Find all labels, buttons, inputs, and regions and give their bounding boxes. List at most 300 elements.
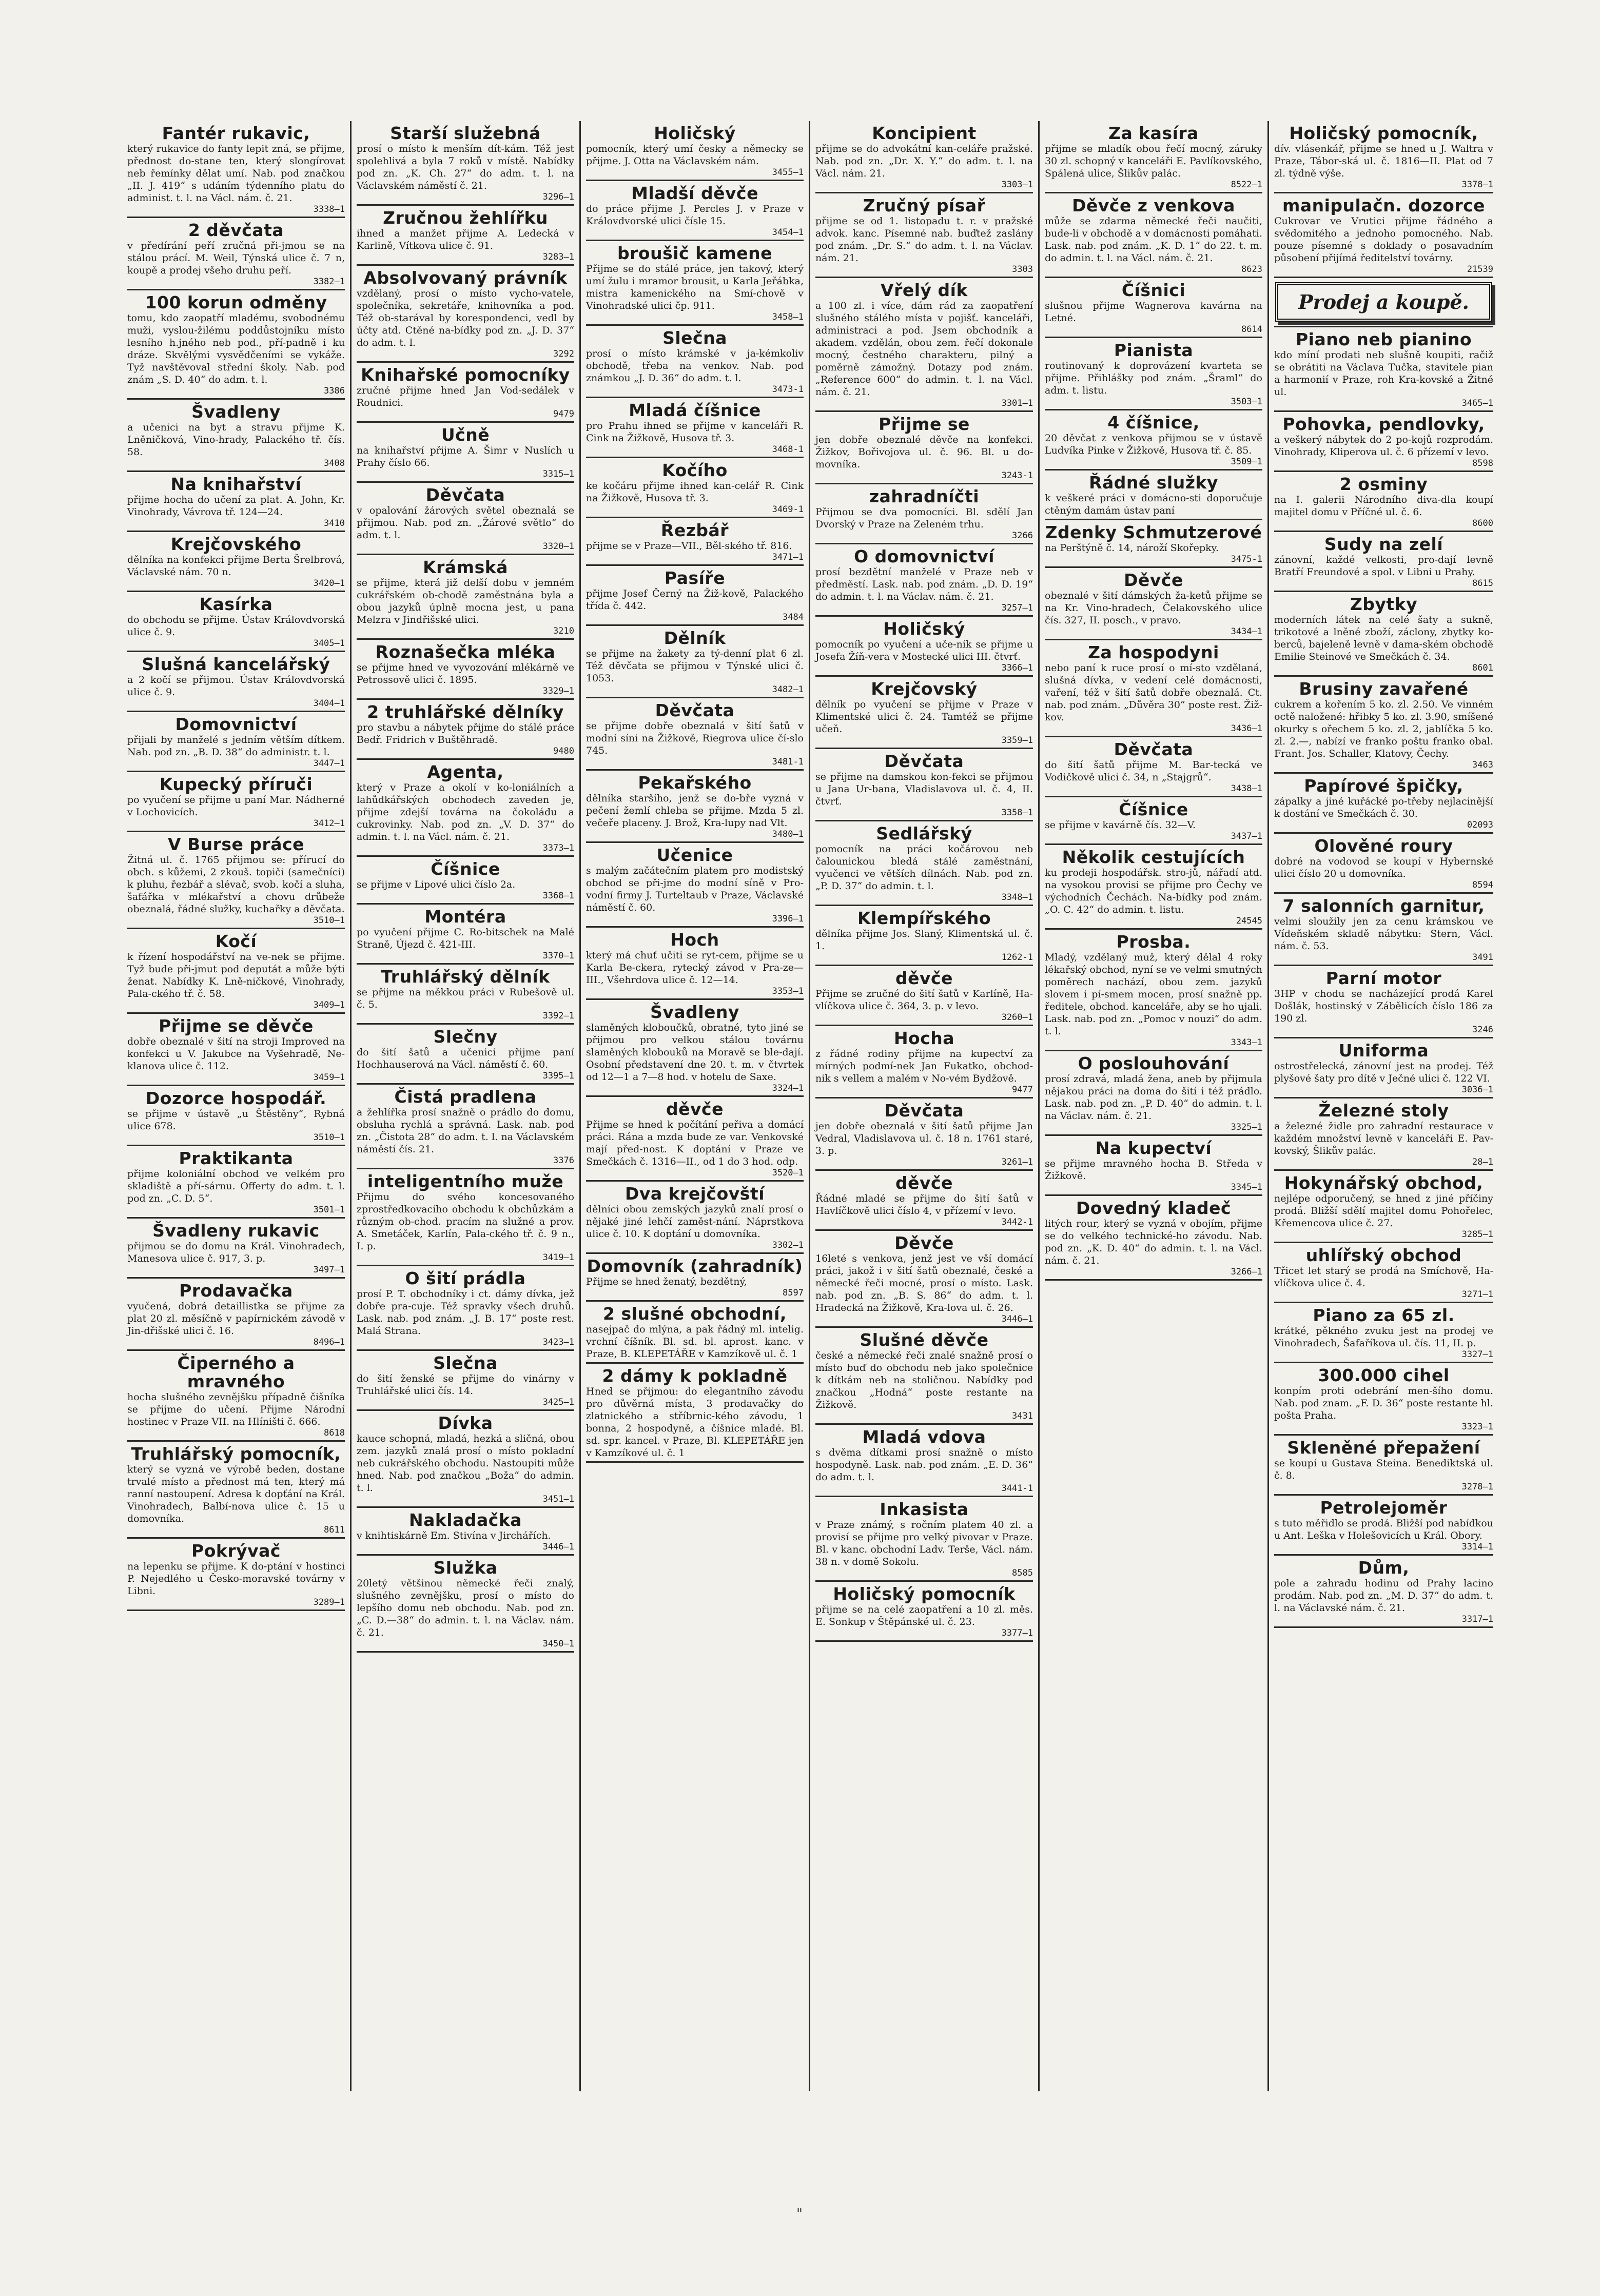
ad-body: kauce schopná, mladá, hezká a sličná, obou zem. jazyků znalá prosí o místo pokladní neb cukrářského obchodu. Nastoupiti může hned. Nab. pod značkou „Boža“ do admin. t. l. — [357, 1433, 574, 1494]
ad-body: který má chuť učiti se ryt-cem, přijme se u Karla Be-ckera, rytecký závod v Pra-ze—III., Všehrdova ulice č. 12—14. — [586, 950, 804, 986]
ad-title: Švadleny rukavic — [152, 1221, 320, 1241]
ad-body: do šití ženské se přijme do vinárny v Truhlářské ulici čís. 14. — [357, 1373, 574, 1397]
ad-title: Hocha — [893, 1028, 955, 1048]
ad-code: 3510—1 — [313, 1132, 345, 1143]
ad-title: Slečna — [662, 328, 727, 348]
ad-title: Holičský pomocník — [833, 1584, 1016, 1604]
ad-body: nasejpač do mlýna, a pak řádný ml. intelig. vrchní číšník. Bl. sd. bl. aprost. kanc. v Praze, B. KLEPETÁŘE v Kamzíkově ul. č. 1 — [586, 1324, 804, 1360]
ad-body: slušnou přijme Wagnerova kavárna na Letné. — [1045, 300, 1262, 324]
ad-title: Zručnou žehlířku — [383, 208, 548, 228]
ad-title: děvče — [666, 1099, 724, 1119]
ad-body: prosí zdravá, mladá žena, aneb by přijmula nějakou práci na doma do šití i též prádlo. Lask. nab. pod zn. „P. D. 40“ do admin. t. l. na Václav. nám. č. 21. — [1045, 1073, 1262, 1122]
ad-code: 3408 — [324, 458, 345, 468]
ad-code: 3423—1 — [542, 1337, 574, 1347]
classified-ad — [815, 1328, 1033, 1425]
ad-code: 3323—1 — [1461, 1422, 1493, 1432]
ad-code: 3480—1 — [772, 829, 804, 839]
classified-ad — [815, 1582, 1033, 1642]
ad-body: prosí o místo krámské v ja-kémkoliv obchodě, třeba na venkov. Nab. pod známkou „J. D. 36“ do adm. t. l. — [586, 348, 804, 384]
ad-body: ostrostřelecká, zánovní jest na prodej. Též plyšové šaty pro dítě v Ječné ulici č. 122 VI. — [1274, 1061, 1493, 1084]
ad-body: zručné přijme hned Jan Vod-sedálek v Roudnici. — [357, 385, 574, 408]
ad-body: do práce přijme J. Percles J. v Praze v Královdvorské ulici čísle 15. — [586, 203, 804, 227]
ad-body: ku prodeji hospodářsk. stro-jů, nářadí atd. na vysokou provisi se přijme pro Čechy ve východních Čechách. Na-bídky pod znám. „O. C. 42“ do admin. t. listu. — [1045, 867, 1262, 915]
ad-title: V Burse práce — [167, 834, 305, 854]
ad-code: 3438—1 — [1231, 783, 1262, 794]
ad-code: 3036—1 — [1461, 1085, 1493, 1095]
ad-body: který rukavice do fanty lepit zná, se přijme, přednost do-stane ten, který slongírovat neb řemínky dělat umí. Nab. pod značkou „II. J. 419“ s udáním týdenního platu do administ. t. l. na Václ. nám. č. 21. — [127, 143, 345, 204]
ad-title: Sudy na zelí — [1324, 534, 1443, 554]
classified-ad — [586, 626, 804, 698]
classified-ad — [586, 326, 804, 398]
ad-title: Sedlářský — [876, 823, 972, 843]
ad-body: dělníka přijme Jos. Slaný, Klimentská ul. č. 1. — [815, 928, 1033, 952]
ad-title: 7 salonních garnitur, — [1282, 896, 1485, 916]
ad-title: Krámská — [423, 557, 508, 577]
classified-ad — [127, 290, 345, 400]
classified-ad — [1274, 193, 1493, 278]
ad-body: nebo paní k ruce prosí o mí-sto vzdělaná, slušná dívka, v vedení celé domácnosti, vaření, též v šití šatů dobře obeznalá. Ct. nab. pod znám. „Důvěra 30“ poste rest. Žiž-kov. — [1045, 662, 1262, 723]
ad-title: Piano neb pianino — [1295, 329, 1472, 349]
classified-ad — [815, 617, 1033, 677]
ad-code: 3338—1 — [313, 204, 345, 214]
classified-ad — [586, 1097, 804, 1182]
classified-ad — [1045, 1051, 1262, 1136]
column-2 — [352, 121, 581, 2091]
ad-title: Dívka — [438, 1413, 493, 1433]
classified-ad — [357, 121, 574, 206]
classified-ad — [357, 206, 574, 266]
ad-code: 3292 — [553, 349, 574, 359]
ad-code: 3382—1 — [313, 277, 345, 287]
ad-title: Děvčata — [884, 1101, 964, 1121]
ad-code: 8598 — [1472, 458, 1493, 468]
classified-ad — [1274, 121, 1493, 193]
ad-code: 3451—1 — [542, 1494, 574, 1504]
classified-ad — [1045, 930, 1262, 1051]
classified-ad — [127, 712, 345, 772]
ad-code: 3260—1 — [1001, 1012, 1033, 1023]
ad-body: pomocník po vyučení a uče-ník se přijme u Josefa Žíň-vera v Mostecké ulici III. čtvrť. — [815, 639, 1033, 662]
ad-body: moderních látek na celé šaty a sukně, trikotové a lněné zboží, záclony, zbytky ko-berců, bajeleně levně v dama-ském obchodě Emilie Steinové ve Smečkách č. 34. — [1274, 614, 1493, 662]
ad-code: 8614 — [1241, 324, 1262, 335]
ad-body: krátké, pěkného zvuku jest na prodej ve Vinohradech, Šafaříkova ul. čís. 11, II. p. — [1274, 1325, 1493, 1349]
classified-ad — [357, 423, 574, 483]
ad-body: přijme Josef Černý na Žiž-kově, Palackého třída č. 442. — [586, 588, 804, 612]
ad-code: 28—1 — [1472, 1157, 1493, 1167]
ad-code: 3329—1 — [542, 686, 574, 696]
ad-title: 4 číšnice, — [1107, 413, 1200, 433]
ad-title: Olověné roury — [1314, 836, 1453, 856]
ad-title: Klempířského — [857, 908, 991, 928]
ad-title: 2 děvčata — [188, 220, 284, 240]
ad-body: Přijmu do svého koncesovaného zprostředkovacího obchodu k obchůzkám a různým ob-chod. pracím na služné a prov. A. Smetáček, Karlín, Pala-ckého tř. č. 9 n., I. p. — [357, 1191, 574, 1252]
ad-body: přijme se mladík obou řečí mocný, záruky 30 zl. schopný v kanceláři E. Pavlíkovského, Spálená ulice, Šlikův palác. — [1045, 143, 1262, 179]
ad-body: Hned se přijmou: do elegantního závodu pro důvěrná místa, 3 prodavačky do zlatnického a stříbrnic-kého závodu, 1 bonna, 2 hospodyně, a číšnice mladé. Bl. sd. spr. kancel. v Praze, Bl. KLEPETÁŘE jen v Kamzíkové ul. č. 1 — [586, 1386, 804, 1459]
classified-ad — [357, 1169, 574, 1266]
classified-ad — [1274, 1303, 1493, 1363]
ad-title: Slušná kancelářský — [142, 654, 330, 674]
ad-body: kdo míní prodati neb slušně koupiti, račiž se obrátiti na Václava Tučka, stavitele pian a harmonií v Praze, roh Kra-kovské a Žitné ul. — [1274, 349, 1493, 398]
page-mark: " — [796, 2206, 803, 2222]
ad-code: 3446—1 — [1001, 1314, 1033, 1324]
ad-body: v předírání peří zručná při-jmou se na stálou prácí. M. Weil, Týnská ulice č. 7 n, koupě a prodej všeho druhu peří. — [127, 240, 345, 276]
classified-ad — [586, 698, 804, 771]
ad-body: s malým začátečním platem pro modistský obchod se při-jme do modní síně v Pro-vodní firmy J. Turteltaub v Praze, Václavské náměstí č. 60. — [586, 865, 804, 913]
ad-code: 3441-1 — [1001, 1483, 1033, 1494]
classified-ad — [586, 1302, 804, 1364]
ad-body: se přijme na měkkou práci v Rubešově ul. č. 5. — [357, 987, 574, 1010]
classified-ad — [127, 1146, 345, 1219]
classified-ad — [1045, 1136, 1262, 1196]
ad-body: a učenici na byt a stravu přijme K. Lněničková, Vino-hrady, Palackého tř. čís. 58. — [127, 422, 345, 458]
ad-code: 3419—1 — [542, 1252, 574, 1263]
classified-ad — [1274, 1171, 1493, 1243]
ad-code: 3358—1 — [1001, 808, 1033, 818]
ad-body: pole a zahradu hodinu od Prahy lacino prodám. Nab. pod zn. „M. D. 37“ do adm. t. l. na Václavské nám. č. 21. — [1274, 1578, 1493, 1614]
classified-ad — [357, 965, 574, 1025]
ad-title: Zdenky Schmutzerové — [1045, 522, 1262, 542]
ad-body: se přijme na žakety za tý-denní plat 6 zl. Též děvčata se přijmou v Týnské ulici č. 1053. — [586, 648, 804, 684]
classified-ad — [586, 566, 804, 626]
classified-ad — [127, 532, 345, 592]
ad-code: 3278—1 — [1461, 1482, 1493, 1492]
classified-ad — [815, 544, 1033, 617]
ad-body: na Perštýně č. 14, nároží Skořepky. — [1045, 542, 1219, 554]
ad-body: obeznalé v šití dámských ža-ketů přijme se na Kr. Vino-hradech, Čelakovského ulice čís. 327, II. posch., v pravo. — [1045, 590, 1262, 626]
classified-ad — [815, 1231, 1033, 1328]
ad-title: Fantér rukavic, — [162, 123, 310, 143]
ad-title: Za hospodyni — [1088, 642, 1219, 662]
classified-ad — [586, 928, 804, 1000]
classified-ad — [1045, 193, 1262, 278]
ad-code: 3315—1 — [542, 469, 574, 479]
ad-code: 3436—1 — [1231, 723, 1262, 734]
ad-code: 8615 — [1472, 578, 1493, 588]
ad-title: Pohovka, pendlovky, — [1282, 414, 1485, 434]
ad-code: 3327—1 — [1461, 1349, 1493, 1360]
classified-ad — [357, 1085, 574, 1169]
classified-ad — [127, 929, 345, 1014]
ad-title: Mladá číšnice — [629, 400, 761, 420]
ad-title: Zbytky — [1350, 594, 1418, 614]
ad-body: 20letý většinou německé řeči znalý, slušného zevnějšku, prosí o místo do lepšího domu neb obchodu. Nab. pod zn. „C. D.—38“ do admin. t. l. na Václav. nám. č. 21. — [357, 1578, 574, 1638]
ad-title: Švadleny — [650, 1002, 739, 1022]
classified-ad — [357, 1556, 574, 1653]
ad-code: 3471—1 — [772, 552, 804, 562]
ad-code: 3469-1 — [772, 504, 804, 515]
ad-title: Slečna — [433, 1353, 498, 1373]
ad-title: Kočího — [662, 460, 728, 480]
ad-title: Dovedný kladeč — [1076, 1198, 1232, 1218]
ad-body: 20 děvčat z venkova přijmou se v ústavě Ludvíka Pinke v Žižkově, Husova tř. č. 85. — [1045, 433, 1262, 456]
classified-ad — [127, 1351, 345, 1442]
classified-ad — [357, 1266, 574, 1351]
ad-title: Čistá pradlena — [394, 1087, 537, 1107]
ad-title: Dělník — [664, 628, 726, 648]
ad-body: se přijme dobře obeznalá v šití šatů v modní síni na Žižkově, Riegrova ulice čí-slo 745. — [586, 720, 804, 756]
ad-title: Učenice — [656, 845, 733, 865]
ad-code: 3509—1 — [1231, 457, 1262, 467]
ad-body: Žitná ul. č. 1765 přijmou se: přírucí do obch. s kůžemi, 2 zkouš. topiči (samečníci) k pluhu, řezbář a slévač, svob. kočí a sluha, šafářka v mlékařství a chovu drůbeže obeznalá, řádné služky, kuchařky a děvčata. — [127, 854, 345, 915]
classified-ad — [1274, 592, 1493, 677]
ad-code: 3366—1 — [1001, 663, 1033, 673]
ad-code: 3314—1 — [1461, 1542, 1493, 1552]
ad-title: 300.000 cihel — [1318, 1365, 1450, 1385]
classified-ad — [1045, 520, 1262, 568]
ad-body: ke kočáru přijme ihned kan-celář R. Cink na Žižkově, Husova tř. 3. — [586, 480, 804, 504]
ad-title: Mladá vdova — [862, 1427, 986, 1447]
ad-body: cukrem a kořením 5 ko. zl. 2.50. Ve vinném octě naložené: hřibky 5 ko. zl. 3.90, smíšené okurky s ořechem 5 ko. zl. 2, jablíčka 5 ko. zl. 2.—, nabízí ve franko poštu franko obal. Frant. Jos. Schaller, Klatovy, Čechy. — [1274, 699, 1493, 759]
ad-body: z řádné rodiny přijme na kupectví za mírných podmí-nek Jan Fukatko, obchod-nik s vellem a malém v No-vém Bydžově. — [815, 1048, 1033, 1084]
ad-code: 3378—1 — [1461, 180, 1493, 190]
ad-title: Roznašečka mléka — [375, 642, 556, 662]
classified-ad — [357, 266, 574, 363]
ad-body: velmi sloužily jen za cenu krámskou ve Vídeňském skladě nábytku: Stern, Václ. nám. č. 53. — [1274, 916, 1493, 952]
ad-body: dělníka staršího, jenž se do-bře vyzná v pečení žemlí chleba se přijme. Mzda 5 zl. večeře placeny. J. Brož, Kra-lupy nad Vlt. — [586, 793, 804, 829]
ad-code: 3465—1 — [1461, 398, 1493, 408]
ad-title: Praktikanta — [179, 1148, 294, 1168]
ad-code: 3431 — [1012, 1411, 1033, 1421]
classified-ad — [127, 121, 345, 218]
classified-ad — [815, 484, 1033, 544]
classified-ad — [1045, 338, 1262, 410]
ad-code: 3257—1 — [1001, 603, 1033, 613]
ad-title: Přijme se děvče — [159, 1016, 314, 1036]
ad-code: 3377—1 — [1001, 1628, 1033, 1638]
ad-code: 3475-1 — [1231, 554, 1262, 564]
ad-code: 21539 — [1467, 264, 1493, 274]
ad-title: Řádné služky — [1089, 473, 1218, 493]
ad-body: jen dobře obeznalá v šití šatů přijme Jan Vedral, Vladislavova ul. č. 18 n. 1761 staré, 3. p. — [815, 1121, 1033, 1156]
ad-code: 8585 — [1012, 1568, 1033, 1578]
ad-title: Koncipient — [872, 123, 977, 143]
ad-title: 2 dámy k pokladně — [602, 1366, 788, 1386]
ad-title: Přijme se — [879, 414, 970, 434]
ad-title: Slušné děvče — [860, 1330, 989, 1350]
ad-title: Vřelý dík — [881, 280, 968, 300]
ad-body: který se vyzná ve výrobě beden, dostane trvalé místo a přednost má ten, který má ranní nastoupení. Adresa k dopťání na Král. Vinohradech, Balbí-nova ulice č. 15 u domovníka. — [127, 1464, 345, 1524]
ad-code: 3246 — [1472, 1025, 1493, 1035]
ad-title: Krejčovského — [170, 534, 302, 554]
ad-title: Holičský — [654, 123, 736, 143]
ad-body: se přijme na damskou kon-fekci se přijmou u Jana Ur-bana, Vladislavova ul. č. 4, II. čtvrť. — [815, 771, 1033, 807]
classified-ad — [127, 1539, 345, 1611]
ad-body: Přijmou se dva pomocníci. Bl. sdělí Jan Dvorský v Praze na Zeleném trhu. — [815, 506, 1033, 530]
ad-code: 3368—1 — [542, 891, 574, 901]
ad-body: a 2 kočí se přijmou. Ústav Královdvorská ulice č. 9. — [127, 674, 345, 698]
ad-body: na I. galerii Národního diva-dla koupí majitel domu v Příčné ul. č. 6. — [1274, 494, 1493, 518]
ad-title: Hokynářský obchod, — [1284, 1173, 1484, 1193]
ad-code: 3320—1 — [542, 541, 574, 552]
classified-ad — [357, 905, 574, 965]
ad-body: dobře obeznalé v šití na stroji Improved na konfekci u V. Jakubce na Vyšehradě, Ne-klanova ulice č. 112. — [127, 1036, 345, 1072]
ad-body: dělník po vyučení se přijme v Praze v Klimentské ulici č. 24. Tamtéž se přijme učeň. — [815, 699, 1033, 735]
ad-body: v opalování žárových světel obeznalá se přijmou. Nab. pod zn. „Žárové světlo“ do adm. t. l. — [357, 505, 574, 541]
ad-body: a železné židle pro zahradní restaurace v každém množství levně v kanceláři E. Pav-kovský, Šlikův palác. — [1274, 1121, 1493, 1156]
ad-code: 3317—1 — [1461, 1614, 1493, 1624]
ad-title: Hoch — [670, 930, 719, 950]
ad-code: 8594 — [1472, 880, 1493, 890]
ad-body: do šití šatů přijme M. Bar-tecká ve Vodičkově ulici č. 34, n „Stajgrů“. — [1045, 759, 1262, 783]
ad-body: pro stavbu a nábytek přijme do stálé práce Bedř. Fridrich v Buštěhradě. — [357, 722, 574, 745]
ad-title: broušič kamene — [617, 243, 772, 263]
classified-ad — [815, 121, 1033, 193]
classified-ad — [1274, 1496, 1493, 1556]
ad-title: Několik cestujících — [1062, 847, 1245, 867]
ad-title: Učně — [441, 425, 490, 445]
ad-body: dív. vlásenkář, přijme se hned u J. Waltra v Praze, Tábor-ská ul. č. 1816—II. Plat od 7 zl. týdně výše. — [1274, 143, 1493, 179]
ad-body: se koupí u Gustava Steina. Benediktská ul. č. 8. — [1274, 1458, 1493, 1481]
ad-body: po vyučení se přijme u paní Mar. Nádherné v Lochovicích. — [127, 794, 345, 818]
classified-ad — [1045, 845, 1262, 930]
ad-body: Přijme se hned k počítání peřiva a domácí práci. Rána a mzda bude ze var. Venkovské mají před-nost. K doptání v Praze ve Smečkách č. 1316—II., od 1 do 3 hod. odp. — [586, 1119, 804, 1167]
ad-body: 3HP v chodu se nacházející prodá Karel Došlák, hostinský v Zábělicích číslo 186 za 190 zl. — [1274, 988, 1493, 1024]
ad-title: O poslouhování — [1078, 1053, 1230, 1073]
ad-code: 3459—1 — [313, 1072, 345, 1083]
ad-code: 8496—1 — [313, 1337, 345, 1347]
ad-code: 8611 — [324, 1525, 345, 1535]
ad-title: Prodavačka — [179, 1281, 293, 1301]
ad-code: 8600 — [1472, 518, 1493, 528]
classified-ad — [1045, 797, 1262, 845]
ad-code: 3410 — [324, 518, 345, 528]
ad-title: Švadleny — [191, 402, 281, 422]
ad-title: Truhlářský pomocník, — [131, 1444, 341, 1464]
ad-title: Knihařské pomocníky — [361, 365, 570, 385]
ad-code: 3463 — [1472, 760, 1493, 770]
classified-ad — [815, 193, 1033, 278]
ad-title: O šití prádla — [405, 1268, 526, 1288]
ad-code: 9480 — [553, 746, 574, 756]
ad-body: Přijme se hned ženatý, bezdětný, — [586, 1276, 747, 1287]
ad-title: Děvčata — [1114, 739, 1194, 759]
section-heading-box: Prodej a koupě. — [1275, 282, 1492, 322]
ad-body: zánovní, každé velkosti, pro-dají levně Bratří Freundové a spol. v Libni u Prahy. — [1274, 554, 1493, 578]
classified-ad — [127, 592, 345, 652]
classified-ad — [127, 1442, 345, 1539]
ad-body: Mladý, vzdělaný muž, který dělal 4 roky lékařský obchod, nyní se ve velmi smutných poměrech nachází, obou zem. jazyků slovem i pí-smem mocen, prosí snažně pp. ředitele, obchod. kanceláře, aby se ho ujali. Lask. nab. pod zn. „Pomoc v nouzi“ do adm. t. l. — [1045, 952, 1262, 1037]
classified-ad — [1274, 677, 1493, 774]
ad-title: Číšnici — [1121, 280, 1186, 300]
ad-body: do šití šatů a učenici přijme paní Hochhauserová na Václ. náměstí č. 60. — [357, 1047, 574, 1070]
ad-code: 3446—1 — [542, 1542, 574, 1552]
ad-body: po vyučení přijme C. Ro-bitschek na Malé Straně, Újezd č. 421-III. — [357, 927, 574, 950]
classified-ad — [1045, 121, 1262, 193]
ad-title: uhlířský obchod — [1305, 1245, 1462, 1265]
ad-title: Dozorce hospodář. — [145, 1088, 327, 1108]
ad-code: 3482—1 — [772, 684, 804, 695]
classified-ad — [1274, 894, 1493, 966]
ad-title: Absolvovaný právník — [363, 268, 568, 288]
ad-body: přijme se na celé zaopatření a 10 zl. měs. E. Sonkup v Štěpánské ul. č. 23. — [815, 1604, 1033, 1627]
ad-code: 3437—1 — [1231, 831, 1262, 841]
classified-ad — [815, 677, 1033, 749]
ad-code: 3458—1 — [772, 312, 804, 322]
ad-title: Parní motor — [1325, 968, 1442, 988]
ad-body: přijmou se do domu na Král. Vinohradech, Manesova ulice č. 917, 3. p. — [127, 1241, 345, 1264]
classified-ad — [127, 1086, 345, 1146]
classified-ad — [357, 760, 574, 857]
columns — [122, 121, 1498, 2091]
ad-body: do obchodu se přijme. Ústav Královdvorská ulice č. 9. — [127, 614, 345, 638]
ad-title: Skleněné přepažení — [1287, 1438, 1480, 1458]
ad-body: hocha slušného zevnějšku případně čišníka se přijme do učení. Přijme Národní hostinec v Praze VII. na Hlíništi č. 666. — [127, 1391, 345, 1427]
ad-title: Pasíře — [664, 568, 726, 588]
column-4 — [810, 121, 1040, 2091]
ad-title: O domovnictví — [854, 546, 994, 566]
ad-title: Železné stoly — [1318, 1101, 1449, 1121]
ad-title: Řezbář — [660, 520, 729, 540]
ad-body: Přijme se do stálé práce, jen takový, který umí žulu i mramor brousit, u Karla Jeřábka, mistra kamenického na Smí-chově v Vinohradské ulici čp. 911. — [586, 263, 804, 311]
classified-ad — [586, 843, 804, 928]
ad-title: Papírové špičky, — [1304, 776, 1464, 796]
classified-ad — [1045, 410, 1262, 470]
ad-code: 24545 — [1236, 916, 1262, 926]
column-6 — [1269, 121, 1498, 2091]
classified-ad — [357, 1351, 574, 1411]
ad-body: dobré na vodovod se koupí v Hybernské ulici číslo 20 u domovníka. — [1274, 856, 1493, 879]
ad-code: 3302—1 — [772, 1240, 804, 1250]
ad-code: 3481-1 — [772, 757, 804, 767]
ad-body: může se zdarma německé řeči naučiti, bude-li v obchodě a v domácnosti pomáhati. Lask. nab. pod znám. „K. D. 1“ do 22. t. m. do admin. t. l. na Václ. nám. č. 21. — [1045, 215, 1262, 264]
ad-code: 3395—1 — [542, 1071, 574, 1081]
ad-body: k řízení hospodářství na ve-nek se přijme. Tyž bude při-jmut pod deputát a může býti ženat. Nabídky K. Lně-ničkové, Vinohrady, Pala-ckého tř. č. 58. — [127, 951, 345, 999]
ad-body: tomu, kdo zaopatří mladému, svobodnému muži, vyslou-žilému poddůstojníku místo lesního h.jného neb pod., pří-padně i ku dráze. Skvělými vysvědčeními se vykáže. Tyž navštěvoval střední školy. Nab. pod znám „S. D. 40“ do adm. t. l. — [127, 312, 345, 385]
classified-ad — [357, 640, 574, 700]
ad-code: 3501—1 — [313, 1205, 345, 1215]
ad-body: litých rour, který se vyzná v obojím, přijme se do velkého technické-ho závodu. Nab. pod zn. „K. D. 40“ do admin. t. l. na Václ. nám. č. 21. — [1045, 1218, 1262, 1266]
classified-ad — [127, 1219, 345, 1279]
ad-body: ihned a manžet přijme A. Ledecká v Karlině, Vítkova ulice č. 91. — [357, 228, 574, 251]
classified-ad — [815, 1497, 1033, 1582]
ad-title: Děvče z venkova — [1072, 195, 1235, 215]
ad-code: 3405—1 — [313, 638, 345, 649]
ad-code: 3450—1 — [542, 1639, 574, 1649]
classified-ad — [586, 518, 804, 566]
ad-body: s tuto měřidlo se prodá. Bližší pod nabídkou u Ant. Leška v Holešovicích u Král. Obory. — [1274, 1518, 1493, 1541]
classified-ad — [586, 241, 804, 326]
classified-ad — [1274, 327, 1493, 412]
ad-code: 8623 — [1241, 264, 1262, 274]
ad-body: a 100 zl. i více, dám rád za zaopatření slušného stálého místa v pojišť. kanceláři, administraci a pod. Jsem obchodník a akadem. vzdělán, obou zem. řečí dokonale mocný, čestného charakteru, pilný a poměrně zámožný. Dotazy pod znám. „Reference 600“ do admin. t. l. na Václ. nám. č. 21. — [815, 300, 1033, 398]
ad-body: slaměných kloboučků, obratné, tyto jiné se přijmou pro velkou stálou továrnu slaměných klobouků na Moravě se ble-dají. Osobní představení dne 20. t. m. v čtvrtek od 12—1 a 7—8 hod. v hotelu de Saxe. — [586, 1022, 804, 1083]
ad-code: 3266 — [1012, 531, 1033, 541]
ad-code: 3503—1 — [1231, 397, 1262, 407]
ad-body: pomocník, který umí česky a německy se přijme. J. Otta na Václavském nám. — [586, 143, 804, 167]
ad-title: Děvče — [894, 1233, 954, 1253]
classified-ad — [357, 1411, 574, 1508]
ad-code: 3473-1 — [772, 384, 804, 395]
ad-title: Na knihařství — [170, 474, 302, 494]
ad-body: prosí bezdětní manželé v Praze neb v předměstí. Lask. nab. pod znám. „D. D. 19“ do admin. t. l. na Václav. nám. č. 21. — [815, 566, 1033, 602]
ad-title: Dům, — [1358, 1558, 1410, 1578]
classified-ad — [127, 1279, 345, 1351]
ad-code: 3386 — [324, 386, 345, 396]
ad-title: Za kasíra — [1108, 123, 1199, 143]
ad-body: se přijme hned ve vyvozování mlékárně ve Petrossově ulici č. 1895. — [357, 662, 574, 685]
ad-code: 3373—1 — [542, 843, 574, 853]
ad-body: přijme se do advokátní kan-celáře pražské. Nab. pod zn. „Dr. X. Y.“ do adm. t. l. na Václ. nám. 21. — [815, 143, 1033, 179]
ad-title: Děvčata — [884, 751, 964, 771]
ad-code: 9477 — [1012, 1085, 1033, 1095]
ad-code: 3412—1 — [313, 818, 345, 829]
ad-title: děvče — [895, 968, 953, 988]
ad-title: Brusiny zavařené — [1299, 679, 1469, 699]
classified-ad — [815, 1098, 1033, 1171]
ad-body: vzdělaný, prosí o místo vycho-vatele, společníka, sekretáře, knihovníka a pod. Též ob-starával by korespondenci, vedl by účty atd. Ctěné na-bídky pod zn. „J. D. 37“ do adm. t. l. — [357, 288, 574, 348]
ad-title: Pianista — [1114, 340, 1194, 360]
classified-ad — [815, 1026, 1033, 1098]
